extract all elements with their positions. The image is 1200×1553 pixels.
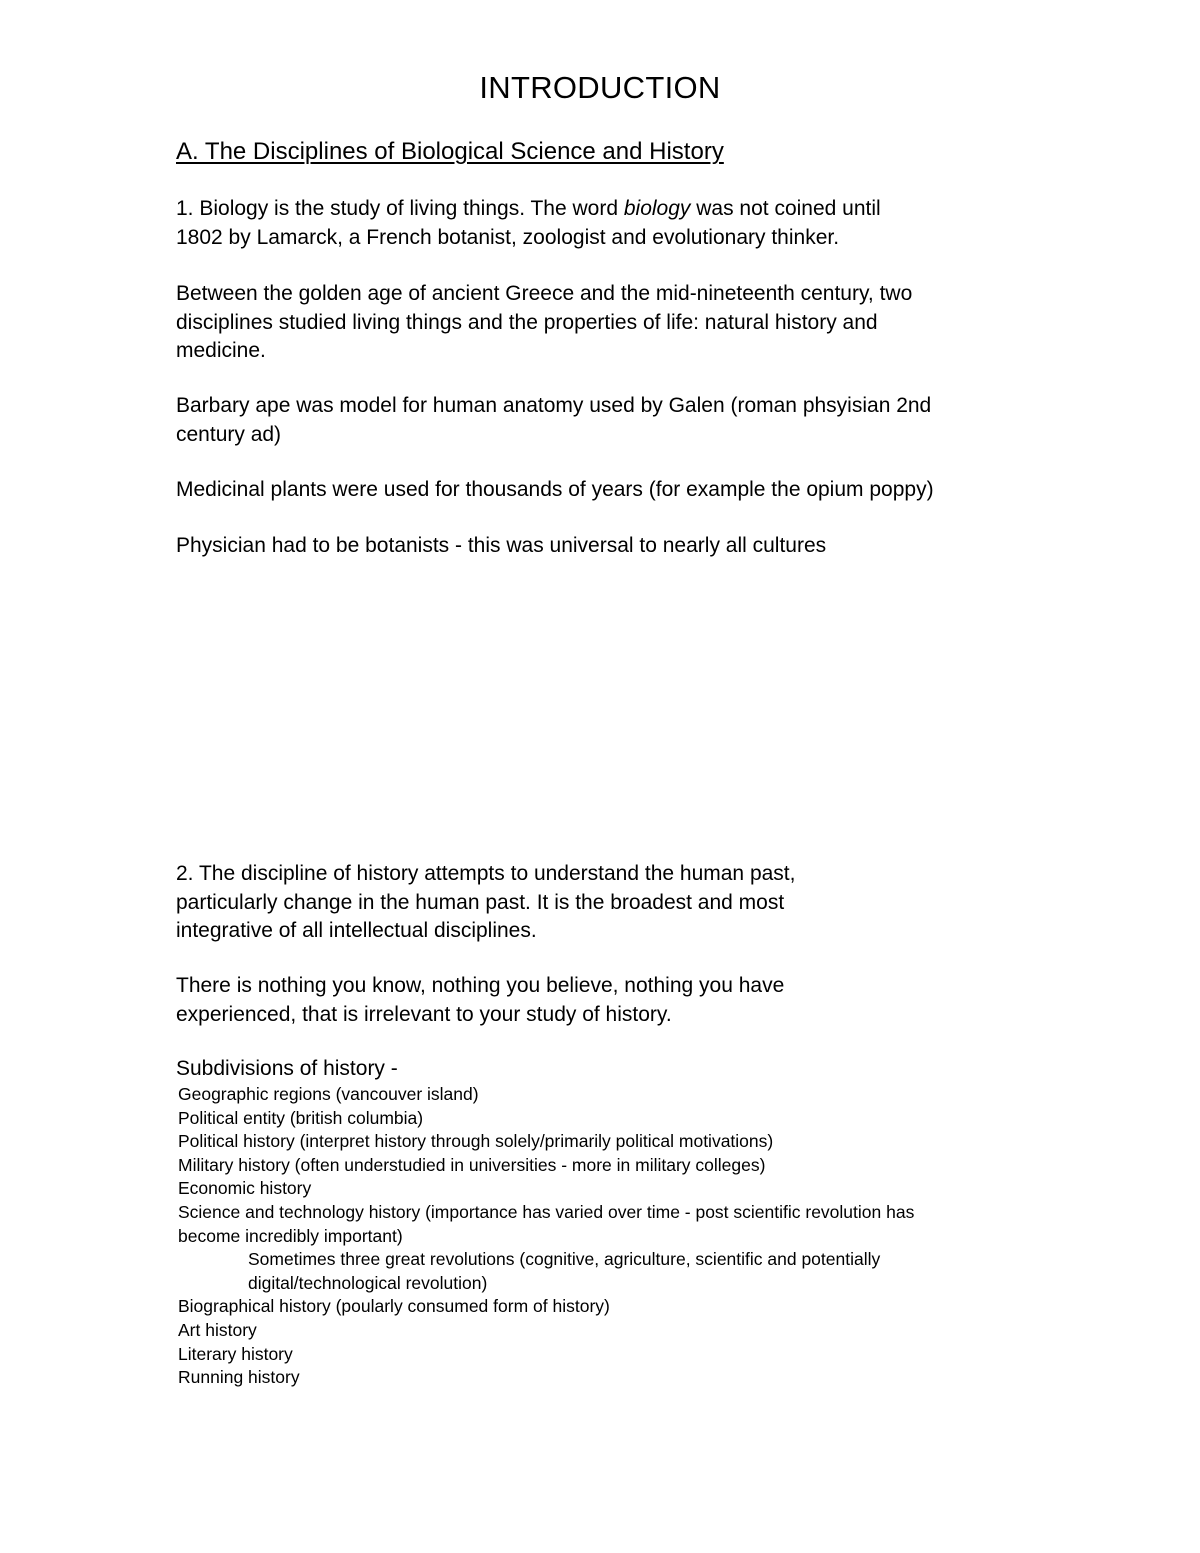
list-item: Political entity (british columbia) — [178, 1107, 424, 1128]
subdivisions-title: Subdivisions of history - — [176, 1057, 398, 1080]
paragraph-line: disciplines studied living things and the properties of life: natural history and — [176, 310, 878, 334]
paragraph-two-disciplines — [176, 280, 1056, 366]
list-item: become incredibly important) — [178, 1225, 403, 1246]
subdivisions-list — [178, 1083, 1058, 1390]
list-item: Art history — [178, 1319, 257, 1340]
list-item: Geographic regions (vancouver island) — [178, 1084, 479, 1104]
paragraph-line: There is nothing you know, nothing you believe, nothing you have — [176, 974, 785, 997]
paragraph-line — [176, 195, 1056, 224]
italic-term: biology — [623, 197, 691, 220]
paragraph-line: 2. The discipline of history attempts to understand the human past, — [176, 862, 796, 885]
paragraph-line: medicine. — [176, 339, 266, 362]
paragraph-line: integrative of all intellectual disciplines. — [176, 919, 537, 942]
list-item-indented: Sometimes three great revolutions (cognitive, agriculture, scientific and potentially — [248, 1249, 881, 1270]
list-item: Running history — [178, 1367, 300, 1388]
paragraph-nothing-irrelevant — [176, 972, 1056, 1029]
section-heading: A. The Disciplines of Biological Science and History — [176, 138, 724, 165]
list-item-indented: digital/technological revolution) — [248, 1272, 488, 1293]
paragraph-line: Physician had to be botanists - this was universal to nearly all cultures — [176, 534, 827, 557]
text-run: was not coined until — [690, 197, 881, 220]
paragraph-line: Barbary ape was model for human anatomy used by Galen (roman phsyisian 2nd — [176, 394, 932, 417]
paragraph-line: 1802 by Lamarck, a French botanist, zoologist and evolutionary thinker. — [176, 225, 840, 249]
paragraph-line: Medicinal plants were used for thousands of years (for example the opium poppy) — [176, 478, 934, 501]
list-item: Economic history — [178, 1178, 312, 1199]
paragraph-physician-botanists — [176, 532, 1056, 561]
list-item: Literary history — [178, 1343, 293, 1364]
paragraph-biology-definition — [176, 195, 1056, 252]
paragraph-barbary-ape — [176, 392, 1056, 449]
paragraph-line: experienced, that is irrelevant to your study of history. — [176, 1002, 672, 1026]
list-item: Science and technology history (importance has varied over time - post scientific revolution has — [178, 1201, 915, 1222]
paragraph-line: Between the golden age of ancient Greece and the mid-nineteenth century, two — [176, 282, 913, 305]
paragraph-line: century ad) — [176, 422, 282, 446]
list-item: Military history (often understudied in universities - more in military colleges) — [178, 1154, 766, 1175]
list-item: Political history (interpret history through solely/primarily political motivations) — [178, 1131, 774, 1152]
paragraph-medicinal-plants — [176, 476, 1056, 505]
paragraph-discipline-of-history — [176, 860, 1056, 946]
paragraph-line: particularly change in the human past. It is the broadest and most — [176, 890, 785, 914]
page-title: INTRODUCTION — [479, 70, 721, 105]
list-item: Biographical history (poularly consumed form of history) — [178, 1296, 610, 1317]
text-run: 1. Biology is the study of living things. The word — [176, 197, 624, 220]
